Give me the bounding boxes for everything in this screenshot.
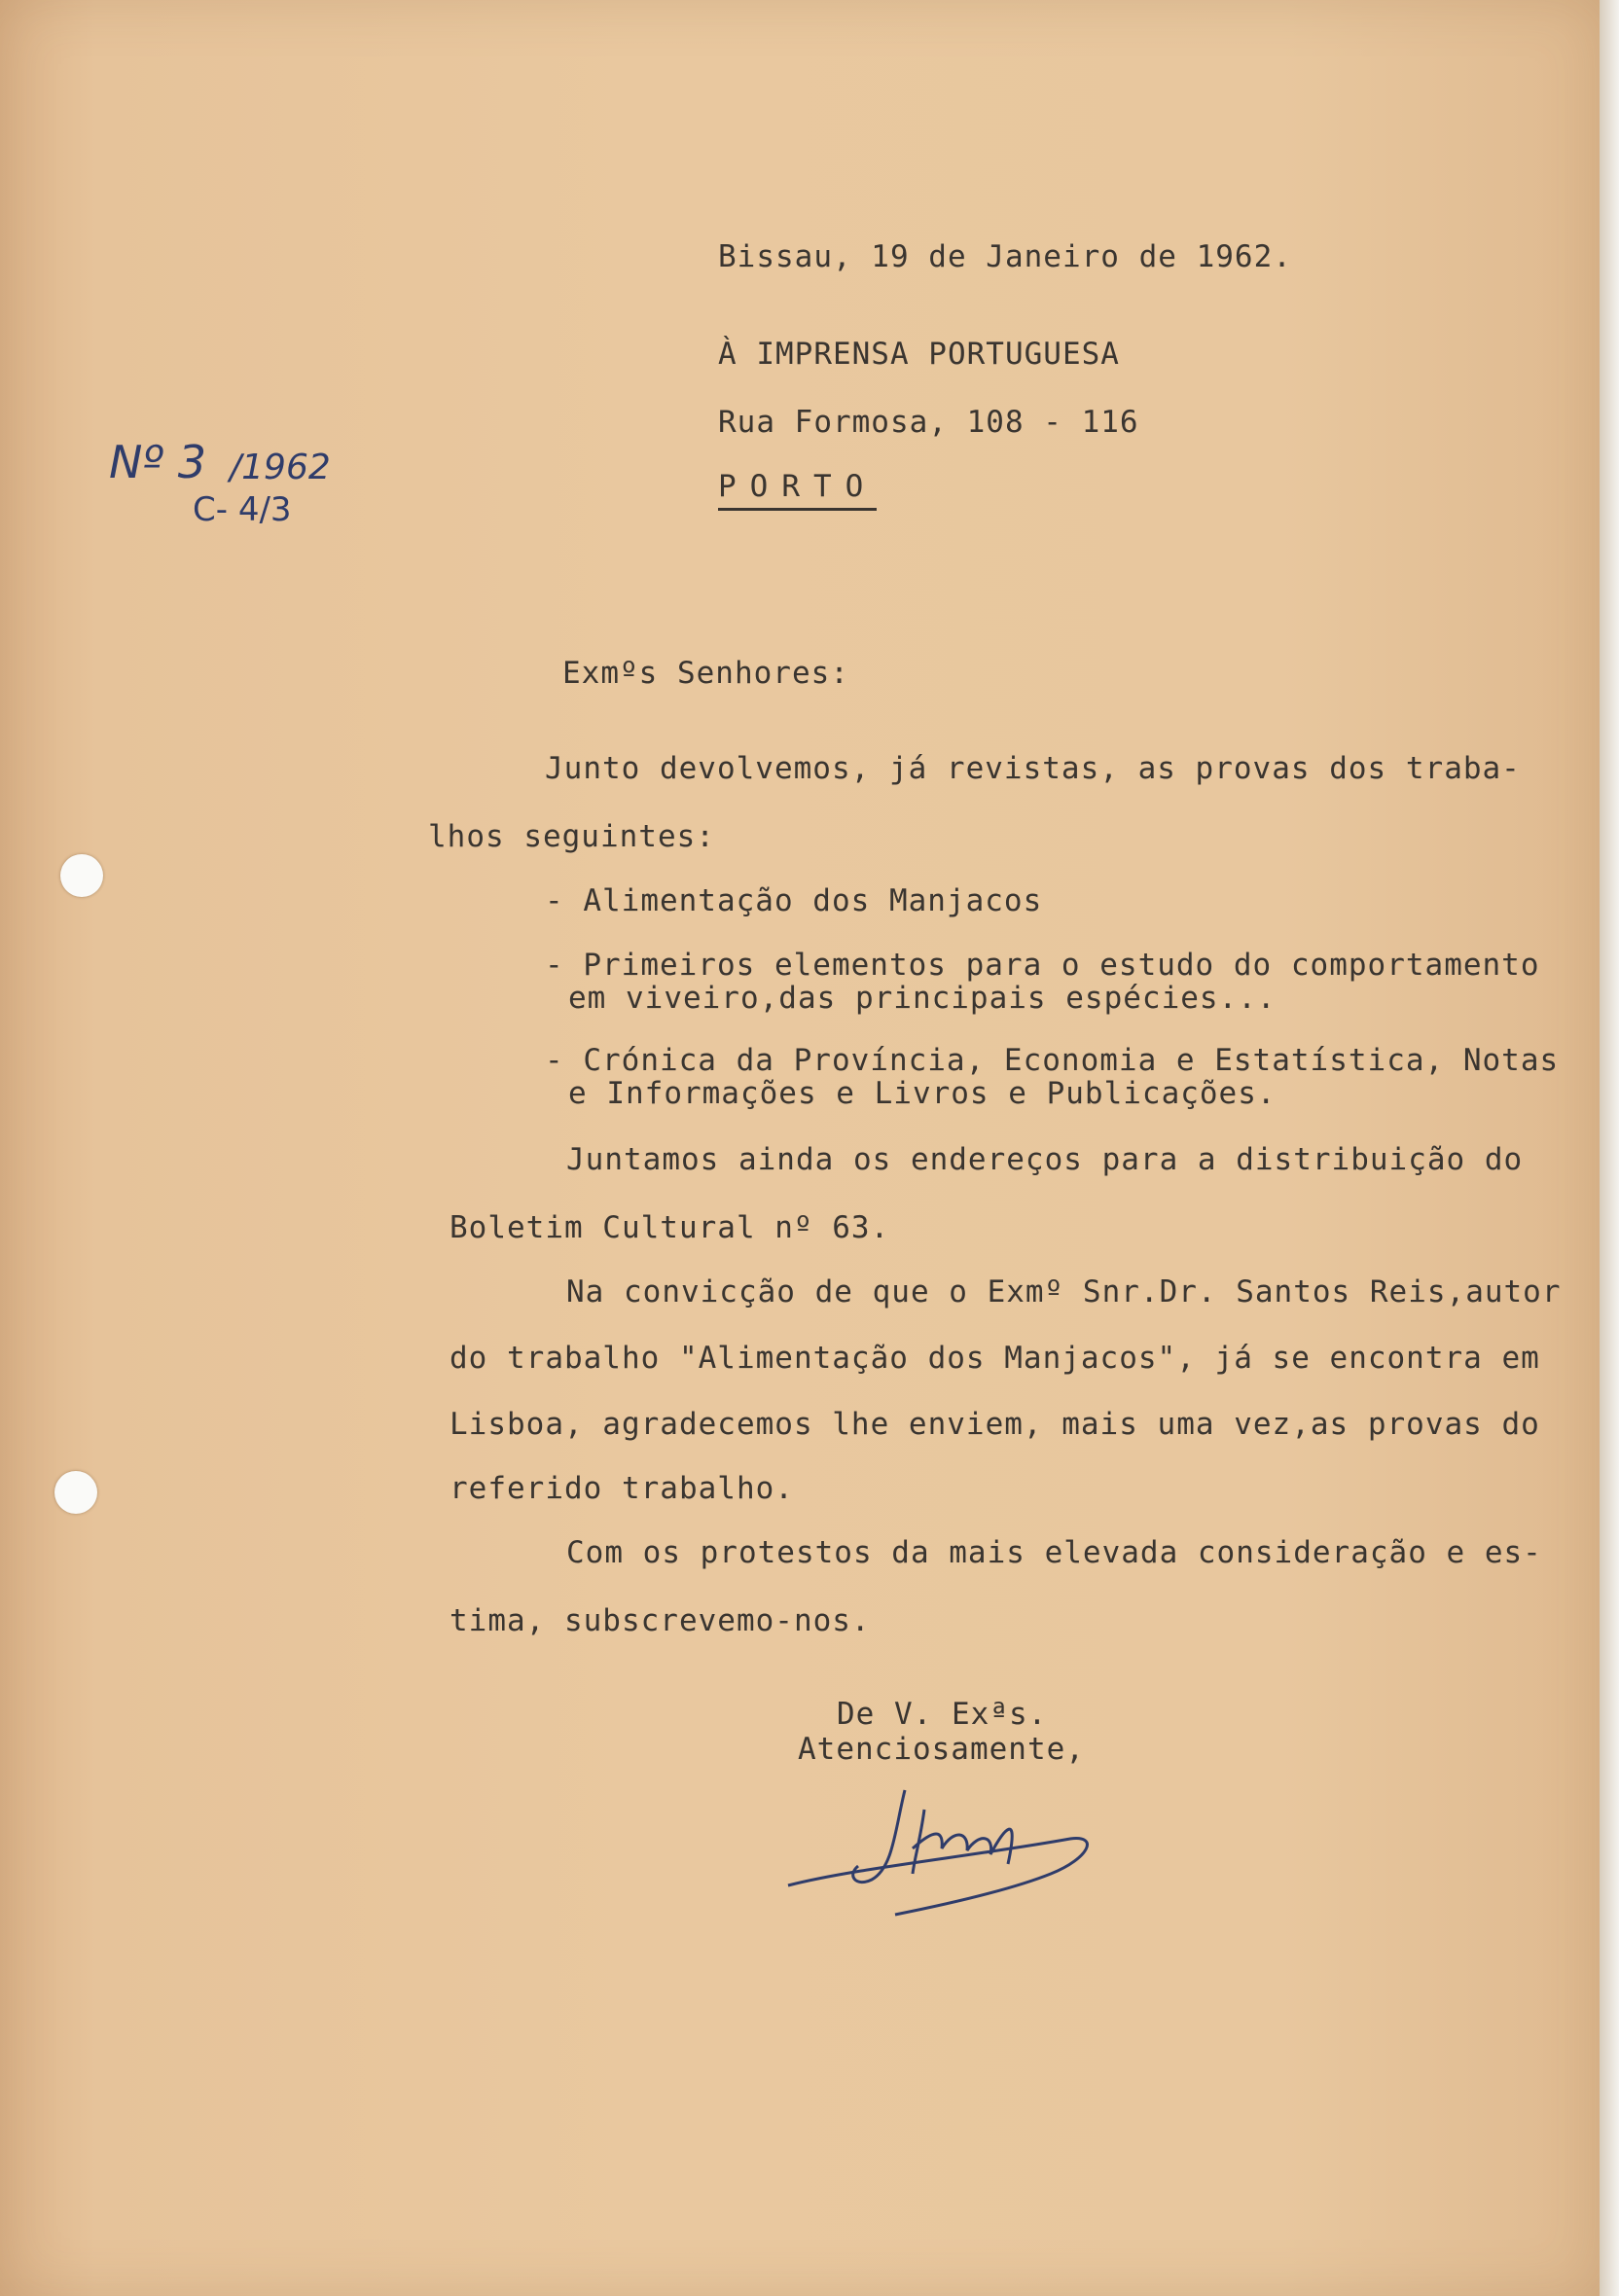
closing-line-2: Atenciosamente, <box>798 1732 1085 1767</box>
closing-line-1: De V. Exªs. <box>837 1697 1048 1732</box>
recipient-street: Rua Formosa, 108 - 116 <box>718 405 1139 440</box>
paragraph-2-line-1: Juntamos ainda os endereços para a distribuição do <box>566 1142 1524 1177</box>
paragraph-1-line-2: lhos seguintes: <box>428 819 715 854</box>
list-item-3: - Crónica da Província, Economia e Estatística, Notas <box>545 1043 1560 1078</box>
paragraph-1-line-1: Junto devolvemos, já revistas, as provas dos traba- <box>545 751 1521 786</box>
handwritten-ref-number: Nº 3 <box>109 436 206 488</box>
paragraph-2-line-2: Boletim Cultural nº 63. <box>450 1210 890 1245</box>
list-item-2-cont: em viveiro,das principais espécies... <box>568 981 1277 1016</box>
recipient-city: PORTO <box>718 469 877 511</box>
paragraph-3-line-3: Lisboa, agradecemos lhe enviem, mais uma vez,as provas do <box>450 1407 1540 1442</box>
paragraph-3-line-4: referido trabalho. <box>450 1471 794 1506</box>
list-item-1: - Alimentação dos Manjacos <box>545 883 1043 918</box>
salutation: Exmºs Senhores: <box>562 656 849 691</box>
handwritten-signature <box>778 1771 1109 1917</box>
paragraph-3-line-1: Na convicção de que o Exmº Snr.Dr. Santos Reis,autor <box>566 1274 1562 1309</box>
page-edge <box>1600 0 1619 2296</box>
list-item-3-cont: e Informações e Livros e Publicações. <box>568 1076 1277 1111</box>
paragraph-3-line-2: do trabalho "Alimentação dos Manjacos", já se encontra em <box>450 1341 1540 1376</box>
date-line: Bissau, 19 de Janeiro de 1962. <box>718 239 1292 274</box>
handwritten-ref-code: C- 4/3 <box>193 490 292 529</box>
punch-hole-bottom <box>54 1471 97 1514</box>
recipient-name: À IMPRENSA PORTUGUESA <box>718 337 1120 372</box>
handwritten-ref-year: /1962 <box>230 448 331 487</box>
punch-hole-top <box>60 854 103 897</box>
list-item-2: - Primeiros elementos para o estudo do comportamento <box>545 948 1540 983</box>
paragraph-4-line-2: tima, subscrevemo-nos. <box>450 1603 871 1638</box>
paragraph-4-line-1: Com os protestos da mais elevada consideração e es- <box>566 1535 1542 1570</box>
